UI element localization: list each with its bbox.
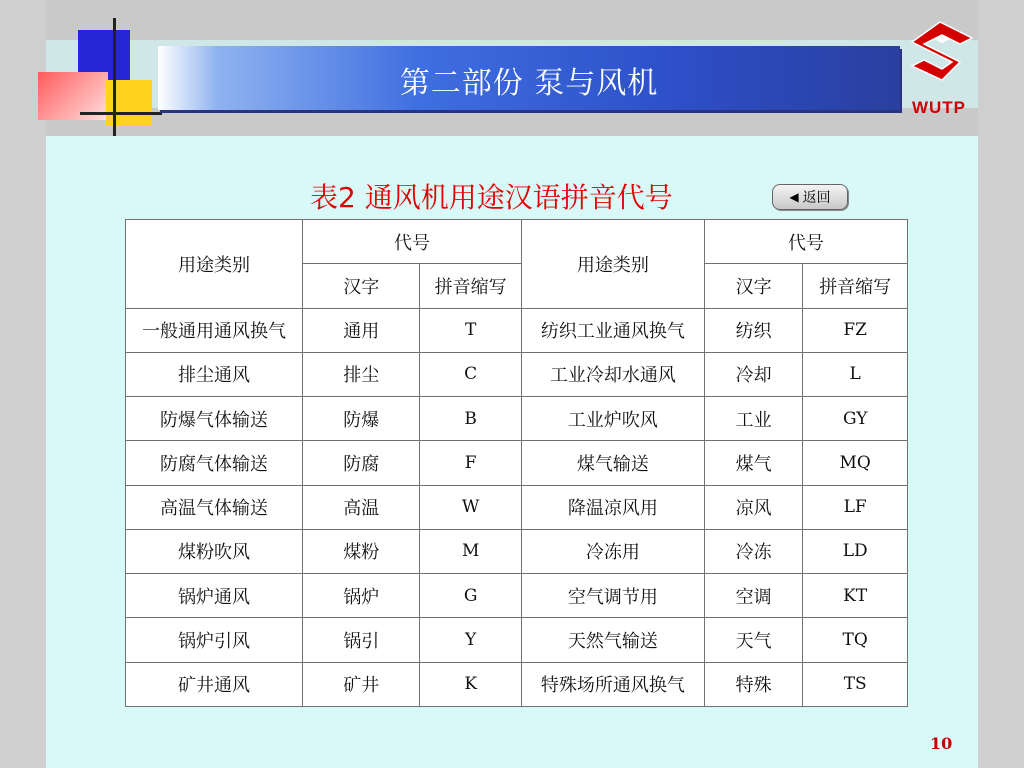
cell-usage: 冷冻用	[521, 529, 704, 573]
cell-hanzi: 空调	[704, 574, 803, 618]
table-header-row	[126, 220, 908, 264]
return-button[interactable]	[772, 184, 848, 210]
header-code-right: 代号	[704, 220, 907, 264]
cell-pinyin: MQ	[803, 441, 908, 485]
cell-pinyin: K	[420, 662, 521, 706]
table-caption: 表2 通风机用途汉语拼音代号	[310, 181, 673, 214]
table-row	[126, 352, 908, 396]
decor-vertical-line	[113, 18, 116, 136]
cell-hanzi: 冷冻	[704, 529, 803, 573]
cell-hanzi: 矿井	[303, 662, 420, 706]
header-hanzi-left: 汉字	[303, 264, 420, 308]
logo-text: WUTP	[911, 98, 967, 117]
cell-usage: 一般通用通风换气	[126, 308, 303, 352]
cell-usage: 防爆气体输送	[126, 397, 303, 441]
table-row	[126, 529, 908, 573]
cell-usage: 煤粉吹风	[126, 529, 303, 573]
table-row	[126, 441, 908, 485]
cell-usage: 煤气输送	[521, 441, 704, 485]
cell-hanzi: 高温	[303, 485, 420, 529]
table-row	[126, 618, 908, 662]
header-hanzi-right: 汉字	[704, 264, 803, 308]
cell-pinyin: GY	[803, 397, 908, 441]
cell-hanzi: 防爆	[303, 397, 420, 441]
table-row	[126, 574, 908, 618]
cell-hanzi: 纺织	[704, 308, 803, 352]
cell-pinyin: TQ	[803, 618, 908, 662]
cell-usage: 矿井通风	[126, 662, 303, 706]
table-row	[126, 397, 908, 441]
cell-pinyin: Y	[420, 618, 521, 662]
cell-usage: 特殊场所通风换气	[521, 662, 704, 706]
cell-usage: 工业炉吹风	[521, 397, 704, 441]
table-row	[126, 308, 908, 352]
header-usage-right: 用途类别	[521, 220, 704, 309]
cell-usage: 锅炉通风	[126, 574, 303, 618]
right-margin	[978, 0, 1024, 768]
cell-pinyin: C	[420, 352, 521, 396]
cell-pinyin: LF	[803, 485, 908, 529]
cell-pinyin: T	[420, 308, 521, 352]
cell-pinyin: B	[420, 397, 521, 441]
cell-usage: 空气调节用	[521, 574, 704, 618]
title-bar	[158, 46, 900, 110]
cell-hanzi: 锅引	[303, 618, 420, 662]
cell-hanzi: 煤粉	[303, 529, 420, 573]
cell-hanzi: 煤气	[704, 441, 803, 485]
cell-pinyin: FZ	[803, 308, 908, 352]
cell-usage: 排尘通风	[126, 352, 303, 396]
cell-hanzi: 特殊	[704, 662, 803, 706]
logo-emblem-icon	[902, 18, 976, 98]
cell-pinyin: KT	[803, 574, 908, 618]
cell-pinyin: LD	[803, 529, 908, 573]
decor-horizontal-line	[80, 112, 162, 115]
header-pinyin-left: 拼音缩写	[420, 264, 521, 308]
cell-pinyin: W	[420, 485, 521, 529]
cell-hanzi: 工业	[704, 397, 803, 441]
cell-pinyin: G	[420, 574, 521, 618]
cell-hanzi: 排尘	[303, 352, 420, 396]
cell-usage: 纺织工业通风换气	[521, 308, 704, 352]
cell-hanzi: 锅炉	[303, 574, 420, 618]
cell-hanzi: 冷却	[704, 352, 803, 396]
cell-pinyin: L	[803, 352, 908, 396]
cell-pinyin: M	[420, 529, 521, 573]
cell-pinyin: F	[420, 441, 521, 485]
cell-usage: 工业冷却水通风	[521, 352, 704, 396]
header-usage-left: 用途类别	[126, 220, 303, 309]
back-arrow-icon: ◀	[789, 190, 799, 204]
table-row	[126, 662, 908, 706]
cell-usage: 防腐气体输送	[126, 441, 303, 485]
cell-usage: 锅炉引风	[126, 618, 303, 662]
cell-usage: 天然气输送	[521, 618, 704, 662]
return-button-label: 返回	[802, 190, 831, 206]
header-code-left: 代号	[303, 220, 522, 264]
cell-usage: 高温气体输送	[126, 485, 303, 529]
page-number: 10	[930, 734, 953, 753]
fan-code-table	[125, 219, 908, 707]
table-row	[126, 485, 908, 529]
cell-pinyin: TS	[803, 662, 908, 706]
cell-hanzi: 防腐	[303, 441, 420, 485]
header-pinyin-right: 拼音缩写	[803, 264, 908, 308]
cell-hanzi: 凉风	[704, 485, 803, 529]
cell-usage: 降温凉风用	[521, 485, 704, 529]
page-title: 第二部份 泵与风机	[399, 66, 659, 101]
wutp-logo	[902, 18, 976, 122]
cell-hanzi: 天气	[704, 618, 803, 662]
cell-hanzi: 通用	[303, 308, 420, 352]
